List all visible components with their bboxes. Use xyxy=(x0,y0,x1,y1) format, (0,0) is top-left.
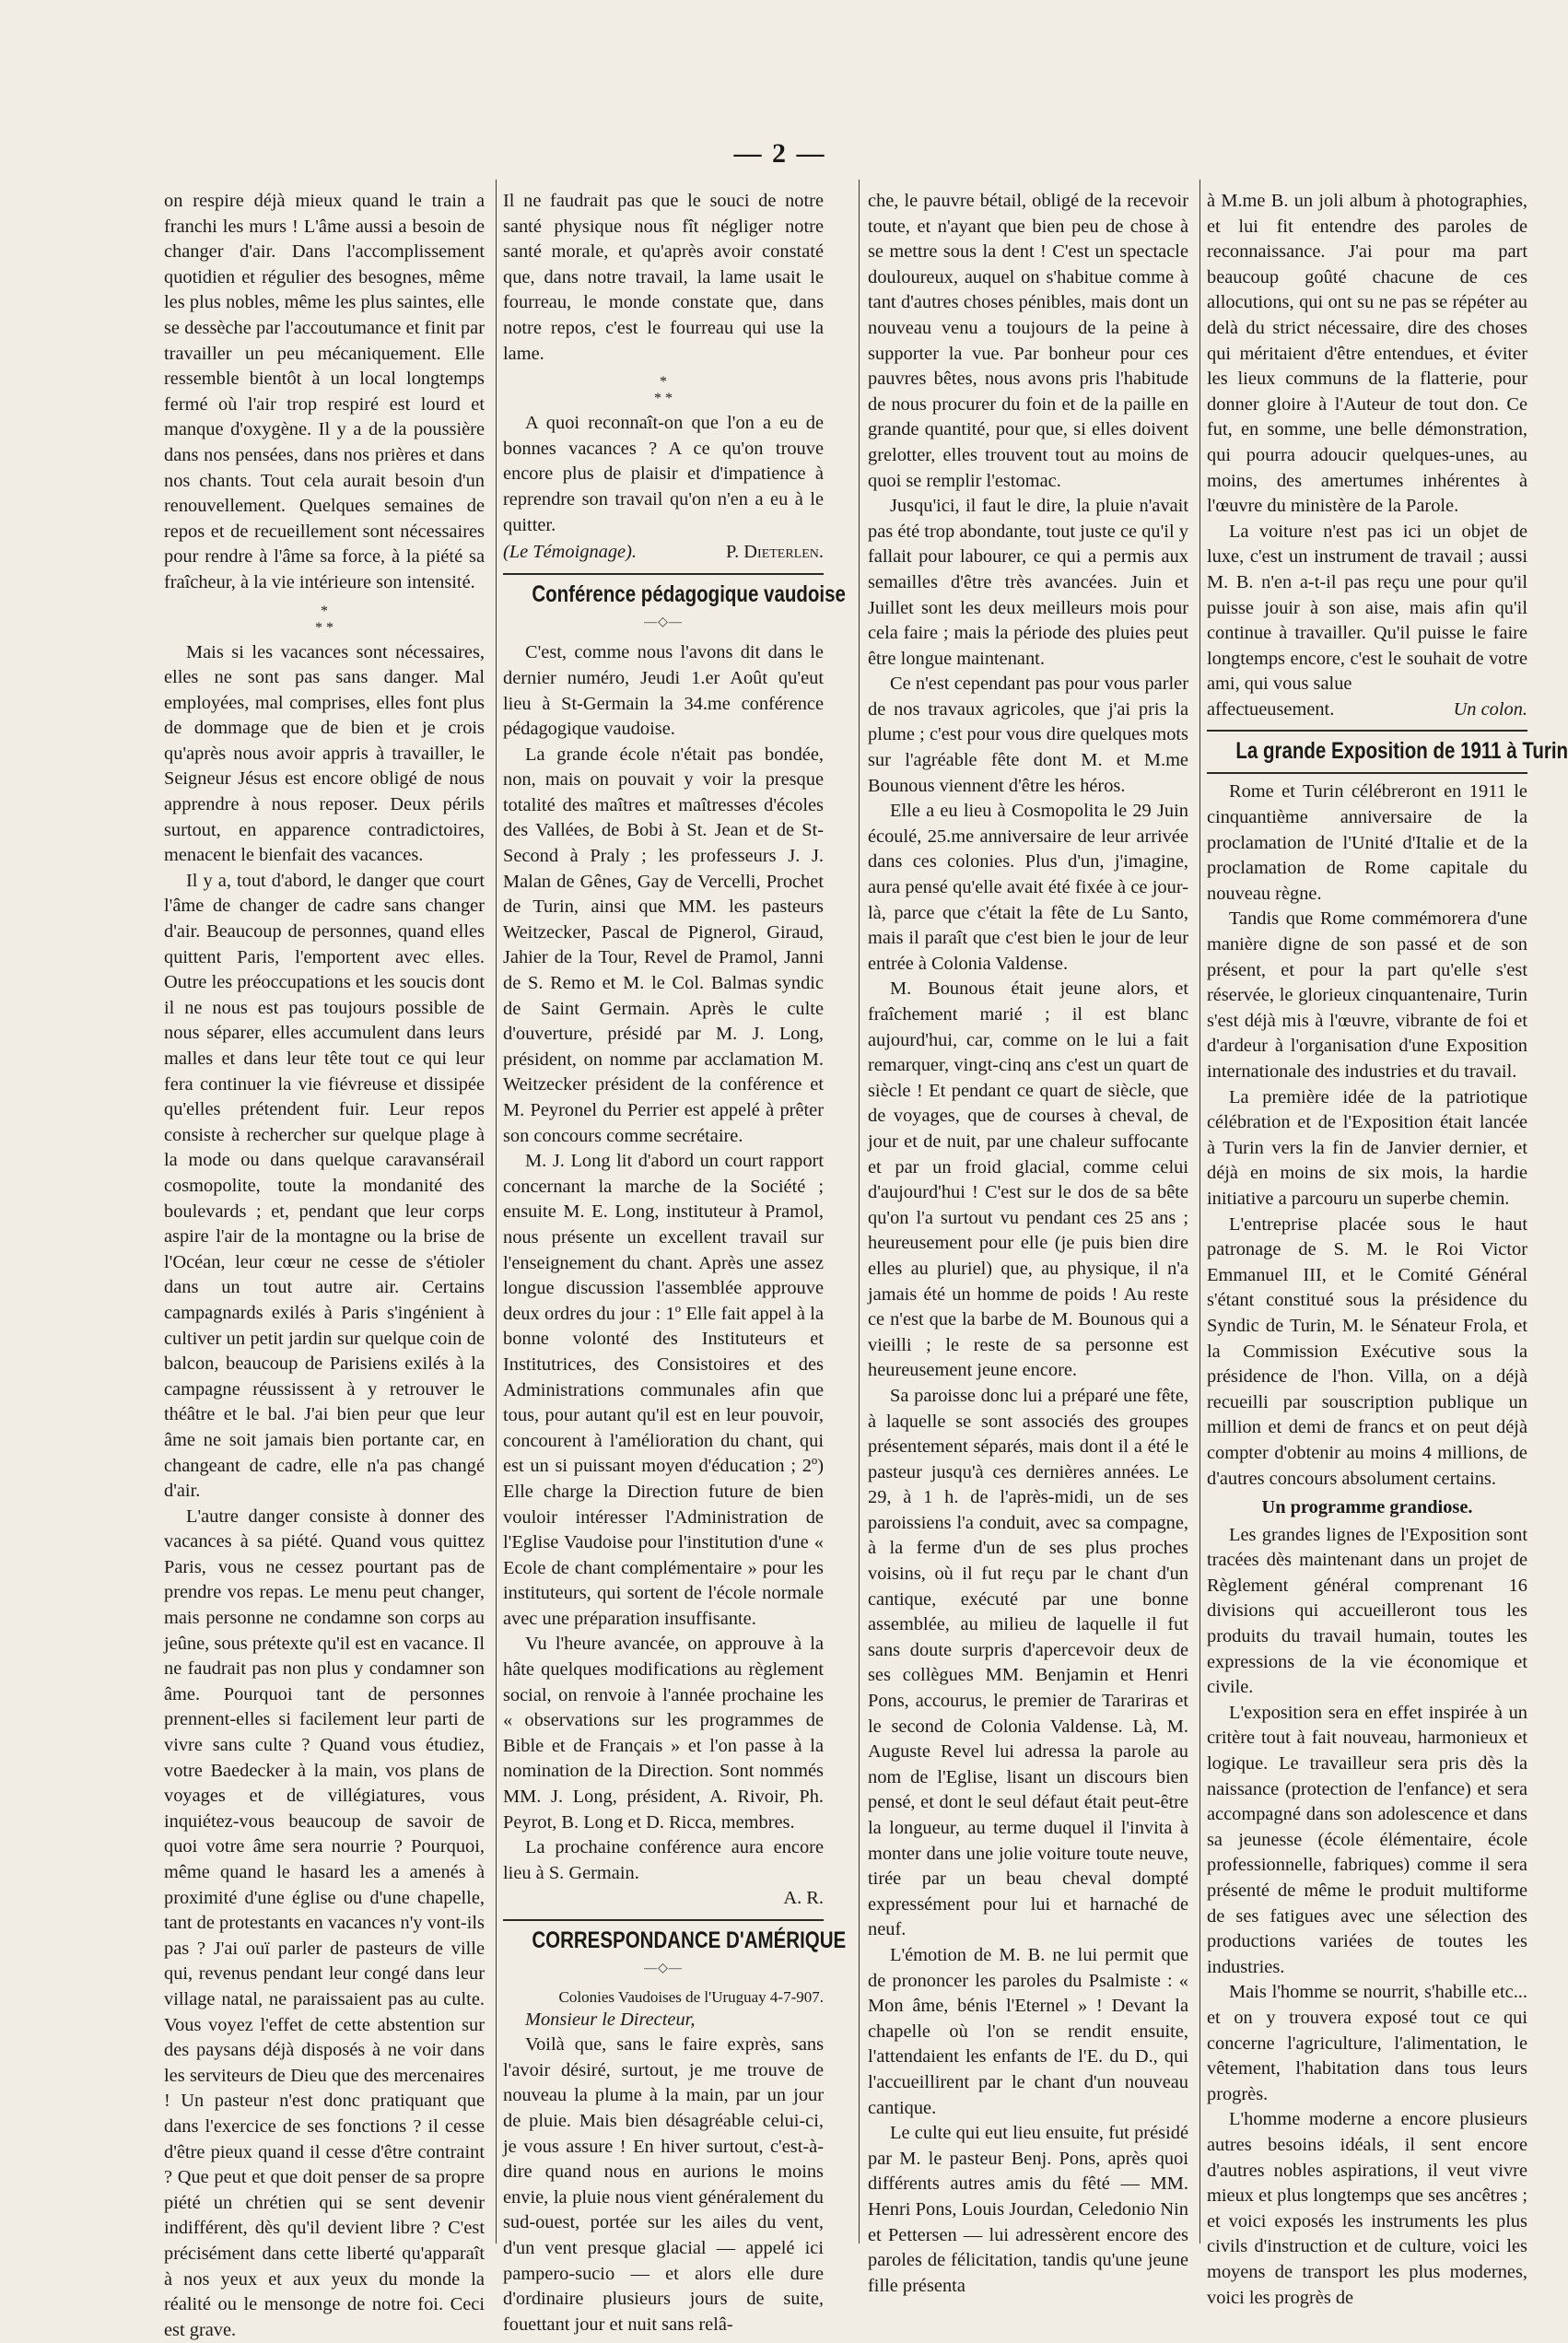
vacances-paragraph-6: A quoi reconnaît-on que l'on a eu de bonnes vacances ? A ce qu'on trouve encore plus de plaisir et d'impatience à reprendre son travail qu'on n'en a eu à le quitter. xyxy=(503,413,824,535)
vacances-paragraph-5: Il ne faudrait pas que le souci de notre santé physique nous fît négliger notre santé morale, et qu'après avoir constaté que, dans notre travail, la lame usait le fourreau, le monde constate que, dans notre repos, c'est le fourreau qui use la lame. xyxy=(503,191,824,364)
exposition-paragraph-2: Tandis que Rome commémorera d'une manière digne de son passé et de son présent, et pour la part qu'elle s'est réservée, le glorieux cinquantenaire, Turin s'est déjà mis à l'œuvre, vibrante de foi et d'ardeur à l'organisation d'une Exposition internationale des industries et du travail. xyxy=(1207,908,1527,1082)
conference-paragraph-3: M. J. Long lit d'abord un court rapport concernant la marche de la Société ; ensuite M. E. Long, instituteur à Pramol, nous présente un excellent travail sur l'enseignement du chant. Après une assez longue discussion l'assemblée approuve deux ordres du jour : 1º Elle fait appel à la bonne volonté des Instituteurs et Institutrices, des Consistoires et des Administrations communales afin que tous, pour autant qu'il est en leur pouvoir, concourent à l'amélioration du chant, qui est un si puissant moyen d'éducation ; 2º) Elle charge la Direction future de bien vouloir intéresser l'Administration de l'Eglise Vaudoise pour l'institution d'une « Ecole de chant complémentaire » pour les instituteurs, qui sortent de l'école normale avec une préparation insuffisante. xyxy=(503,1151,824,1629)
asterism: * * * xyxy=(654,374,673,407)
correspondence-signoff xyxy=(1207,697,1527,723)
column-4 xyxy=(1207,189,1568,2308)
correspondence-paragraph-8: L'émotion de M. B. ne lui permit que de prononcer les paroles du Psalmiste : « Mon âme, bénis l'Eternel » ! Devant la chapelle où l'on se rendit ensuite, l'attendaient les enfants de l'E. du D., qui l'accueillirent par le chant d'un nouveau cantique. xyxy=(868,1944,1188,2118)
exposition-subheading: Un programme grandiose. xyxy=(1261,1497,1473,1518)
exposition-paragraph-5: Les grandes lignes de l'Exposition sont tracées dès maintenant dans un projet de Règlement général comprenant 16 divisions qui accueilleront tous les produits du travail humain, toutes les expressions de la vie économique et civile. xyxy=(1207,1524,1527,1698)
vacances-paragraph-2: Mais si les vacances sont nécessaires, elles ne sont pas sans danger. Mal employées, mal comprises, elles font plus de dommage que de bien et je crois qu'après nous avoir appris à travailler, le Seigneur Jésus est encore obligé de nous apprendre à nous reposer. Deux périls surtout, en apparence contradictoires, menacent le bienfait des vacances. xyxy=(164,641,485,866)
correspondence-salutation: Monsieur le Directeur, xyxy=(525,2009,696,2030)
column-2 xyxy=(503,189,847,2335)
exposition-paragraph-3: La première idée de la patriotique célébration et de l'Exposition était lancée à Turin vers la fin de Janvier dernier, et déjà en moins de six mois, la hardie initiative a parcouru un superbe chemin. xyxy=(1207,1086,1527,1209)
vacances-paragraph-3: Il y a, tout d'abord, le danger que court l'âme de changer de cadre sans changer d'air. Beaucoup de personnes, quand elles quittent Paris, l'emportent avec elles. Outre les préoccupations et les soucis dont il ne nous est pas toujours possible de nous séparer, elles accumulent dans leurs malles et dans leur tête tout ce qui leur fera continuer la vie fiévreuse et dissipée qu'elles prétendent fuir. Leur repos consiste à rechercher sur quelque plage à la mode ou dans quelque caravansérail cosmopolite, toute la mondanité des boulevards ; et, pendant que leur corps aspire l'air de la montagne ou la brise de l'Océan, leur cœur ne cesse de s'étioler dans un tout autre air. Certains campagnards exilés à Paris s'ingénient à cultiver un petit jardin sur quelque coin de balcon, beaucoup de Parisiens exilés à la campagne réussissent à y retrouver le théâtre et le bal. J'ai bien peur que leur âme ne soit jamais bien portante car, en changeant de cadre, elle n'a pas changé d'air. xyxy=(164,870,485,1502)
correspondence-paragraph-3: Jusqu'ici, il faut le dire, la pluie n'avait pas été trop abondante, tout juste ce qu'il y fallait pour labourer, ce qui a permis aux semailles d'être très avancées. Juin et Juillet sont les deux meilleurs mois pour cela faire ; mais la période des pluies peut être longue maintenant. xyxy=(868,496,1188,669)
article-author: P. Dieterlen. xyxy=(726,542,824,563)
page-number: — 2 — xyxy=(733,138,826,169)
article-signature xyxy=(503,540,824,566)
conference-signature: A. R. xyxy=(783,1888,824,1909)
section-divider xyxy=(1207,730,1527,732)
column-rule-3 xyxy=(1199,180,1200,2243)
correspondence-signature: Un colon. xyxy=(1453,698,1527,720)
correspondence-paragraph-6: M. Bounous était jeune alors, et fraîchement marié ; il est blanc aujourd'hui, car, comme on le lui a fait remarquer, vingt-cinq ans c'est un quart de siècle ! Et pendant ce quart de siècle, que de voyages, que de courses à cheval, de jour et de nuit, par une chaleur suffocante et par un froid glacial, comme celui d'aujourd'hui ! C'est sur le dos de sa bête qu'on l'a surtout vu pendant ces 25 ans ; heureusement pour elle (je puis bien dire elles au pluriel) que, au physique, il n'a jamais été un homme de poids ! Au reste ce n'est que la barbe de M. Bounous qui a vieilli ; le reste de sa personne est heureusement jeune encore. xyxy=(868,978,1188,1381)
correspondence-paragraph-2: che, le pauvre bétail, obligé de la recevoir toute, et n'ayant que bien peu de chose à se mettre sous la dent ! C'est un spectacle douloureux, auquel on s'habitue comme à tant d'autres choses pénibles, mais dont un nouveau venu a toujours de la peine à supporter la vue. Par bonheur pour ces pauvres bêtes, nous avons pris l'habitude de nous procurer du foin et de la paille en grande quantité, pour que, si elles doivent grelotter, elles trouvent tout au moins de quoi se remplir l'estomac. xyxy=(868,191,1188,491)
exposition-paragraph-1: Rome et Turin célébreront en 1911 le cinquantième anniversaire de la proclamation de l'Unité d'Italie et de la proclamation de Rome capitale du nouveau règne. xyxy=(1207,781,1527,904)
exposition-paragraph-7: Mais l'homme se nourrit, s'habille etc... et on y trouvera exposé tout ce qui concerne l'agriculture, l'alimentation, le vêtement, l'habitation dans tous leurs progrès. xyxy=(1207,1982,1527,2104)
column-3 xyxy=(868,189,1188,2296)
correspondence-paragraph-7: Sa paroisse donc lui a préparé une fête, à laquelle se sont associés des groupes présentement séparés, mais dont il a été le pasteur jusqu'à ces dernières années. Le 29, à 1 h. de l'après-midi, un de ses paroissiens l'a conduit, avec sa compagne, à la ferme d'un de ses plus proches voisins, où il fut reçu par le chant d'un cantique, exécuté par une bonne assemblée, au milieu de laquelle il fut sans doute surpris d'apercevoir deux de ses collègues MM. Benjamin et Henri Pons, accourus, le premier de Tarariras et le second de Colonia Valdense. Là, M. Auguste Revel lui adressa la parole au nom de l'Eglise, lisant un discours bien pensé, et dont le seul défaut était peut-être la longueur, au terme duquel il l'invita à monter dans une jolie voiture toute neuve, tirée par un beau cheval dompté expressément pour lui et harnaché de neuf. xyxy=(868,1385,1188,1940)
conference-paragraph-2: La grande école n'était pas bondée, non, mais on pouvait y voir la presque totalité des maîtres et maîtresses d'écoles des Vallées, de Bobi à St. Jean et de St-Second à Praly ; les professeurs J. J. Malan de Gênes, Gay de Vercelli, Prochet de Turin, ainsi que MM. les pasteurs Weitzecker, Pascal de Pignerol, Giraud, Jahier de la Tour, Revel de Pramol, Janni de S. Remo et M. le Col. Balmas syndic de Saint Germain. Après le culte d'ouverture, présidé par M. J. Long, président, on nomme par acclamation M. Weitzecker président de la conférence et M. Peyronel du Perrier est appelé à prêter son concours comme secrétaire. xyxy=(503,744,824,1146)
correspondence-title: CORRESPONDANCE D'AMÉRIQUE xyxy=(532,1927,847,1953)
correspondence-paragraph-9: Le culte qui eut lieu ensuite, fut présidé par M. le pasteur Benj. Pons, après quoi différents autres amis du fêté — MM. Henri Pons, Louis Jourdan, Celedonio Nin et Pettersen — lui adressèrent encore des paroles de félicitation, tandis qu'une jeune fille présenta xyxy=(868,2123,1188,2296)
correspondence-paragraph-5: Elle a eu lieu à Cosmopolita le 29 Juin écoulé, 25.me anniversaire de leur arrivée dans ces colonies. Plus d'un, j'imagine, aura pensé qu'elle avait été fixée à ce jour-là, parce que c'était la fête de Lu Santo, mais il paraît que c'est bien le jour de leur entrée à Colonia Valdense. xyxy=(868,801,1188,974)
column-rule-2 xyxy=(859,180,860,2243)
column-1 xyxy=(164,189,485,2340)
correspondence-dateline: Colonies Vaudoises de l'Uruguay 4-7-907. xyxy=(558,1987,824,2006)
exposition-paragraph-4: L'entreprise placée sous le haut patronage de S. M. le Roi Victor Emmanuel III, et le Comité Général s'étant constitué sous la présidence du Syndic de Turin, M. le Sénateur Frola, et la Commission Exécutive sous la présidence de l'hon. Villa, on a déjà recueilli par souscription publique un million et demi de francs et on peut déjà compter d'obtenir au moins 4 millions, de d'autres concours absolument certains. xyxy=(1207,1213,1527,1489)
section-divider xyxy=(503,573,824,575)
title-ornament: —◇— xyxy=(644,615,683,629)
correspondence-paragraph-1: Voilà que, sans le faire exprès, sans l'avoir désiré, surtout, je me trouve de nouveau la plume à la main, par un jour de pluie. Mais bien désagréable celui-ci, je vous assure ! En hiver surtout, c'est-à-dire quand nous en aurions le moins envie, la pluie nous vient généralement du sud-ouest, portée sur les ailes du vent, d'un vent presque glacial — appelé ici pampero-sucio — et alors elle dure d'ordinaire plusieurs jours de suite, fouettant jour et nuit sans relâ- xyxy=(503,2034,824,2335)
asterism: * * * xyxy=(315,603,333,636)
article-source: (Le Témoignage). xyxy=(503,542,637,563)
section-divider xyxy=(503,1919,824,1921)
exposition-paragraph-8: L'homme moderne a encore plusieurs autres besoins idéals, il sent encore d'autres nobles aspirations, il veut vivre mieux et plus longtemps que ses ancêtres ; et voici exposés les instruments les plus civils d'instruction et de culture, voici les moyens de transport les plus modernes, voici les progrès de xyxy=(1207,2109,1527,2308)
column-rule-1 xyxy=(496,180,497,2243)
exposition-title: La grande Exposition de 1911 à Turin xyxy=(1235,738,1568,765)
conference-title: Conférence pédagogique vaudoise xyxy=(532,580,846,607)
correspondence-paragraph-11: La voiture n'est pas ici un objet de luxe, c'est un instrument de travail ; aussi M. B. n'en a-t-il pas reçu une pour qu'il puisse jouir à son aise, mais afin qu'il continue à travailler. Qu'il puisse le faire longtemps encore, c'est le souhait de votre ami, qui vous salue xyxy=(1207,521,1527,695)
conference-paragraph-1: C'est, comme nous l'avons dit dans le dernier numéro, Jeudi 1.er Août qu'eut lieu à St-Germain la 34.me conférence pédagogique vaudoise. xyxy=(503,642,824,740)
title-ornament: —◇— xyxy=(644,1962,683,1975)
conference-paragraph-5: La prochaine conférence aura encore lieu à S. Germain. xyxy=(503,1837,824,1883)
conference-paragraph-4: Vu l'heure avancée, on approuve à la hâte quelques modifications au règlement social, on renvoie à l'année prochaine les « observations sur les programmes de Bible et de Français » et l'on passe à la nomination de la Direction. Sont nommés MM. J. Long, président, A. Rivoir, Ph. Peyrot, B. Long et D. Ricca, membres. xyxy=(503,1634,824,1833)
vacances-paragraph-4: L'autre danger consiste à donner des vacances à sa piété. Quand vous quittez Paris, vous ne cessez pourtant pas de prendre vos repas. Le menu peut changer, mais personne ne condamne son corps au jeûne, sous prétexte qu'il est en vacance. Il ne faudrait pas non plus y condamner son âme. Pourquoi tant de personnes prennent-elles si facilement leur parti de vivre sans culte ? Quand vous étudiez, votre Baedecker à la main, vos plans de voyages et de villégiatures, vous inquiétez-vous beaucoup de savoir de quoi votre âme sera nourrie ? Pourquoi, même quand le hasard les a amenés à proximité d'une église ou d'une chapelle, tant de protestants en vacances n'y vont-ils pas ? J'ai ouï parler de pasteurs de ville qui, revenus pendant leur congé dans leur village natal, ne paraissaient pas au culte. Vous voyez l'effet de cette abstention sur des paysans déjà disposés à ne voir dans les serviteurs de Dieu que des mercenaires ! Un pasteur n'est donc pratiquant que dans l'exercice de ses fonctions ? il cesse d'être pieux quand il cesse d'être contraint ? Que peut et que doit penser de sa propre piété un chrétien qui se sent devenir indifférent, dès qu'il devient libre ? C'est précisément dans cette liberté qu'apparaît à nos yeux et aux yeux du monde la réalité ou le mensonge de notre foi. Ceci est grave. xyxy=(164,1505,485,2340)
correspondence-paragraph-10: à M.me B. un joli album à photographies, et lui fit entendre des paroles de reconnaissance. J'ai pour ma part beaucoup goûté chacune de ces allocutions, qui ont su ne pas se répéter au delà du strict nécessaire, dire des choses qui méritaient d'être entendues, et éviter les lieux communs de la flatterie, pour donner gloire à l'Auteur de tout don. Ce fut, en somme, une belle démonstration, qui pourra adoucir quelques-unes, au moins, des amertumes inhérentes à l'œuvre du ministère de la Parole. xyxy=(1207,191,1527,517)
section-divider xyxy=(1207,772,1527,774)
correspondence-paragraph-4: Ce n'est cependant pas pour vous parler de nos travaux agricoles, que j'ai pris la plume ; c'est pour vous dire quelques mots sur l'agréable fête dont M. et M.me Bounous viennent d'être les héros. xyxy=(868,674,1188,796)
exposition-paragraph-6: L'exposition sera en effet inspirée à un critère tout à fait nouveau, harmonieux et logique. Le travailleur sera pris dès la naissance (protection de l'enfance) et sera accompagné dans son adolescence et dans sa jeunesse (école élémentaire, école professionnelle, fabriques) comme il sera présenté de même le produit multiforme de ses fatigues avec une sélection des productions variées de toutes les industries. xyxy=(1207,1702,1527,1977)
vacances-paragraph-1: on respire déjà mieux quand le train a franchi les murs ! L'âme aussi a besoin de changer d'air. Dans l'accomplissement quotidien et régulier des besognes, même les plus nobles, même les plus saintes, elle se dessèche par l'accoutumance et finit par travailler un peu mécaniquement. Elle ressemble bientôt à un local longtemps fermé où l'air trop respiré est lourd et manque d'oxygène. Il y a de la poussière dans nos pensées, dans nos prières et dans nos chants. Tout cela aurait besoin d'un renouvellement. Quelques semaines de repos et de recueillement sont nécessaires pour rendre à l'âme sa force, à la piété sa fraîcheur, à la vie intérieure son intensité. xyxy=(164,191,485,592)
signoff-word: affectueusement. xyxy=(1207,698,1335,720)
